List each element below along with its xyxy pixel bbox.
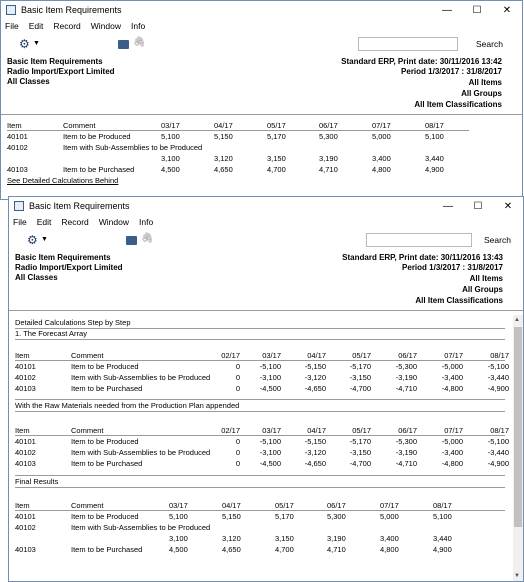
final-results-title: Final Results: [15, 477, 59, 486]
cell-value: -5,300: [395, 362, 417, 371]
item-comment: Item to be Purchased: [71, 459, 143, 468]
search-input[interactable]: [366, 233, 472, 247]
table-row: [1, 132, 522, 142]
col-period: 04/17: [214, 121, 233, 130]
header-separator: [9, 310, 523, 311]
col-period: 07/17: [444, 351, 463, 360]
maximize-icon[interactable]: ☐: [473, 200, 483, 212]
col-comment: Comment: [71, 501, 104, 510]
cell-value: -4,500: [259, 384, 281, 393]
cell-value: 5,150: [222, 512, 241, 521]
classifications-filter: All Item Classifications: [414, 100, 502, 109]
cell-value: -4,700: [349, 384, 371, 393]
item-code: 40102: [15, 523, 36, 532]
table-row: [1, 176, 522, 186]
cell-value: -5,150: [304, 362, 326, 371]
cell-value: 3,120: [214, 154, 233, 163]
cell-value: 3,440: [433, 534, 452, 543]
section-title: [9, 477, 523, 487]
col-period: 05/17: [352, 351, 371, 360]
cell-value: 4,800: [380, 545, 399, 554]
menu-bar: [1, 19, 522, 33]
section-rule: [15, 411, 505, 412]
menu-window[interactable]: Window: [90, 21, 121, 31]
col-period: 07/17: [380, 501, 399, 510]
item-code: 40103: [15, 545, 36, 554]
section-rule: [15, 475, 505, 476]
menu-record[interactable]: Record: [53, 21, 81, 31]
cell-value: -3,190: [395, 448, 417, 457]
header-separator: [1, 114, 522, 115]
period-info: Period 1/3/2017 : 31/8/2017: [402, 263, 503, 272]
menu-edit[interactable]: Edit: [36, 217, 52, 227]
cell-value: 5,170: [267, 132, 286, 141]
item-code: 40101: [15, 512, 36, 521]
print-info: Standard ERP, Print date: 30/11/2016 13:43: [342, 253, 503, 262]
item-comment: Item to be Produced: [71, 437, 139, 446]
table-row: [9, 459, 523, 469]
search-input[interactable]: [358, 37, 458, 51]
cell-value: 4,650: [222, 545, 241, 554]
header-rule: [15, 510, 505, 511]
cell-value: -3,120: [304, 448, 326, 457]
col-item: Item: [15, 351, 30, 360]
cell-value: 0: [235, 459, 240, 468]
col-period: 06/17: [327, 501, 346, 510]
cell-value: 4,900: [425, 165, 444, 174]
search-button[interactable]: Search: [484, 235, 511, 245]
item-comment: Item to be Produced: [71, 512, 139, 521]
item-code: 40103: [15, 384, 36, 393]
cell-value: 4,710: [319, 165, 338, 174]
section-rule: [15, 399, 505, 400]
cell-value: -3,190: [395, 373, 417, 382]
cell-value: 5,300: [319, 132, 338, 141]
item-code: 40103: [7, 165, 28, 174]
header-rule: [15, 360, 505, 361]
table-row: [1, 143, 522, 153]
cell-value: 4,700: [267, 165, 286, 174]
close-icon[interactable]: ✕: [503, 200, 513, 212]
col-period: 08/17: [490, 426, 509, 435]
col-period: 03/17: [161, 121, 180, 130]
cell-value: -3,100: [259, 373, 281, 382]
report-header: [9, 251, 523, 311]
item-code: 40103: [15, 459, 36, 468]
period-info: Period 1/3/2017 : 31/8/2017: [401, 67, 502, 76]
cell-value: 3,100: [169, 534, 188, 543]
item-comment: Item to be Produced: [63, 132, 131, 141]
menu-info[interactable]: Info: [131, 21, 146, 31]
col-period: 02/17: [221, 351, 240, 360]
table-row: [9, 384, 523, 394]
classes-filter: All Classes: [7, 77, 50, 86]
cell-value: -5,100: [259, 437, 281, 446]
cell-value: 0: [235, 384, 240, 393]
print-info: Standard ERP, Print date: 30/11/2016 13:42: [341, 57, 502, 66]
app-icon: [6, 5, 16, 15]
classes-filter: All Classes: [15, 273, 58, 282]
item-comment: Item to be Purchased: [63, 165, 135, 174]
report-body: [9, 315, 523, 581]
cell-value: 0: [235, 448, 240, 457]
app-icon: [14, 201, 24, 211]
table-row: [1, 165, 522, 175]
minimize-icon[interactable]: —: [443, 200, 453, 212]
scroll-up-icon[interactable]: ▲: [514, 317, 520, 323]
cell-value: -5,100: [487, 437, 509, 446]
title-bar[interactable]: [9, 197, 523, 215]
cell-value: -3,120: [304, 373, 326, 382]
col-period: 06/17: [398, 351, 417, 360]
section-rule: [15, 339, 505, 340]
table-row: [9, 534, 523, 544]
cell-value: 3,190: [327, 534, 346, 543]
cell-value: -3,400: [441, 448, 463, 457]
cell-value: 4,650: [214, 165, 233, 174]
cell-value: -3,150: [349, 448, 371, 457]
cell-value: 5,100: [433, 512, 452, 521]
table-row: [9, 545, 523, 555]
search-button[interactable]: Search: [476, 39, 503, 49]
item-comment: Item with Sub-Assemblies to be Produced: [63, 143, 203, 152]
section-title: [9, 401, 523, 411]
cell-value: -4,650: [304, 459, 326, 468]
menu-bar: [9, 215, 523, 229]
detail-title: Detailed Calculations Step by Step: [15, 318, 131, 327]
col-period: 05/17: [352, 426, 371, 435]
menu-info[interactable]: Info: [139, 217, 154, 227]
cell-value: -5,150: [304, 437, 326, 446]
col-period: 03/17: [262, 351, 281, 360]
col-comment: Comment: [71, 351, 104, 360]
cell-value: 3,100: [161, 154, 180, 163]
cell-value: -3,150: [349, 373, 371, 382]
scroll-down-icon[interactable]: ▼: [514, 573, 520, 579]
scrollbar-thumb[interactable]: [514, 327, 522, 527]
cell-value: 4,900: [433, 545, 452, 554]
item-code: 40102: [7, 143, 28, 152]
col-period: 08/17: [490, 351, 509, 360]
cell-value: 5,000: [372, 132, 391, 141]
cell-value: 3,400: [380, 534, 399, 543]
detailed-calculations-link[interactable]: See Detailed Calculations Behind: [7, 176, 119, 185]
cell-value: -4,700: [349, 459, 371, 468]
gear-icon[interactable]: ⚙: [19, 37, 30, 51]
paperclip-icon[interactable]: 🖇: [133, 37, 146, 48]
close-icon[interactable]: ✕: [502, 4, 512, 16]
report-window-back: [0, 0, 523, 200]
cell-value: 4,800: [372, 165, 391, 174]
col-period: 07/17: [372, 121, 391, 130]
cell-value: -3,100: [259, 448, 281, 457]
report-window-front: [8, 196, 524, 582]
cell-value: -5,100: [259, 362, 281, 371]
table-row: [9, 362, 523, 372]
table-row: [9, 523, 523, 533]
cell-value: -5,170: [349, 437, 371, 446]
cell-value: 5,170: [275, 512, 294, 521]
cell-value: 5,300: [327, 512, 346, 521]
cell-value: -3,440: [487, 373, 509, 382]
cell-value: -4,800: [441, 384, 463, 393]
company-name: Radio Import/Export Limited: [7, 67, 115, 76]
col-period: 05/17: [267, 121, 286, 130]
col-period: 05/17: [275, 501, 294, 510]
item-comment: Item to be Purchased: [71, 545, 143, 554]
cell-value: 4,700: [275, 545, 294, 554]
item-code: 40102: [15, 373, 36, 382]
item-code: 40102: [15, 448, 36, 457]
cell-value: -3,440: [487, 448, 509, 457]
report-title: Basic Item Requirements: [15, 253, 111, 262]
raw-materials-title: With the Raw Materials needed from the Production Plan appended: [15, 401, 240, 410]
cell-value: -4,710: [395, 384, 417, 393]
cell-value: 3,190: [319, 154, 338, 163]
section-rule: [15, 487, 505, 488]
cell-value: -4,710: [395, 459, 417, 468]
cell-value: -5,300: [395, 437, 417, 446]
cell-value: -5,100: [487, 362, 509, 371]
cell-value: -4,650: [304, 384, 326, 393]
window-title: Basic Item Requirements: [29, 201, 130, 211]
col-period: 04/17: [307, 351, 326, 360]
table-row: [9, 437, 523, 447]
cell-value: 5,100: [169, 512, 188, 521]
cell-value: -5,170: [349, 362, 371, 371]
header-rule: [7, 130, 469, 131]
item-code: 40101: [7, 132, 28, 141]
printer-icon[interactable]: [126, 236, 137, 245]
chevron-down-icon[interactable]: ▼: [33, 40, 40, 47]
cell-value: 5,000: [380, 512, 399, 521]
menu-edit[interactable]: Edit: [28, 21, 44, 31]
col-period: 02/17: [221, 426, 240, 435]
col-period: 03/17: [169, 501, 188, 510]
col-period: 07/17: [444, 426, 463, 435]
section-title: [9, 329, 523, 339]
cell-value: 4,500: [161, 165, 180, 174]
cell-value: 0: [235, 437, 240, 446]
maximize-icon[interactable]: ☐: [472, 4, 482, 16]
item-code: 40101: [15, 362, 36, 371]
groups-filter: All Groups: [461, 89, 502, 98]
chevron-down-icon[interactable]: ▼: [41, 236, 48, 243]
cell-value: 5,150: [214, 132, 233, 141]
report-title: Basic Item Requirements: [7, 57, 103, 66]
cell-value: 4,500: [169, 545, 188, 554]
minimize-icon[interactable]: —: [442, 4, 452, 16]
cell-value: -5,000: [441, 437, 463, 446]
section-title: [9, 318, 523, 328]
col-period: 04/17: [222, 501, 241, 510]
table-row: [9, 373, 523, 383]
cell-value: 3,440: [425, 154, 444, 163]
window-title: Basic Item Requirements: [21, 5, 122, 15]
items-filter: All Items: [468, 78, 502, 87]
cell-value: 5,100: [425, 132, 444, 141]
toolbar: [1, 33, 522, 55]
cell-value: 3,150: [275, 534, 294, 543]
col-item: Item: [15, 426, 30, 435]
item-comment: Item to be Purchased: [71, 384, 143, 393]
cell-value: 3,120: [222, 534, 241, 543]
classifications-filter: All Item Classifications: [415, 296, 503, 305]
col-period: 04/17: [307, 426, 326, 435]
gear-icon[interactable]: ⚙: [27, 233, 38, 247]
menu-record[interactable]: Record: [61, 217, 89, 227]
title-bar[interactable]: [1, 1, 522, 19]
menu-file[interactable]: File: [13, 217, 27, 227]
cell-value: -5,000: [441, 362, 463, 371]
cell-value: 0: [235, 373, 240, 382]
toolbar: [9, 229, 523, 251]
col-item: Item: [7, 121, 22, 130]
cell-value: 4,710: [327, 545, 346, 554]
table-row: [1, 154, 522, 164]
cell-value: 0: [235, 362, 240, 371]
cell-value: 5,100: [161, 132, 180, 141]
report-header: [1, 55, 522, 115]
item-comment: Item with Sub-Assemblies to be Produced: [71, 373, 211, 382]
item-comment: Item with Sub-Assemblies to be Produced: [71, 448, 211, 457]
col-period: 08/17: [433, 501, 452, 510]
menu-window[interactable]: Window: [98, 217, 129, 227]
table-row: [9, 512, 523, 522]
cell-value: -4,500: [259, 459, 281, 468]
company-name: Radio Import/Export Limited: [15, 263, 123, 272]
col-period: 06/17: [398, 426, 417, 435]
cell-value: -4,900: [487, 459, 509, 468]
col-comment: Comment: [63, 121, 96, 130]
item-comment: Item with Sub-Assemblies to be Produced: [71, 523, 211, 532]
header-rule: [15, 435, 505, 436]
cell-value: 3,150: [267, 154, 286, 163]
table-row: [9, 448, 523, 458]
cell-value: -3,400: [441, 373, 463, 382]
item-code: 40101: [15, 437, 36, 446]
vertical-scrollbar[interactable]: [513, 315, 523, 581]
cell-value: -4,900: [487, 384, 509, 393]
col-period: 03/17: [262, 426, 281, 435]
groups-filter: All Groups: [462, 285, 503, 294]
menu-file[interactable]: File: [5, 21, 19, 31]
printer-icon[interactable]: [118, 40, 129, 49]
col-period: 08/17: [425, 121, 444, 130]
col-comment: Comment: [71, 426, 104, 435]
col-period: 06/17: [319, 121, 338, 130]
col-item: Item: [15, 501, 30, 510]
item-comment: Item to be Produced: [71, 362, 139, 371]
items-filter: All Items: [469, 274, 503, 283]
forecast-array-title: 1. The Forecast Array: [15, 329, 87, 338]
paperclip-icon[interactable]: 🖇: [141, 233, 154, 244]
cell-value: -4,800: [441, 459, 463, 468]
cell-value: 3,400: [372, 154, 391, 163]
